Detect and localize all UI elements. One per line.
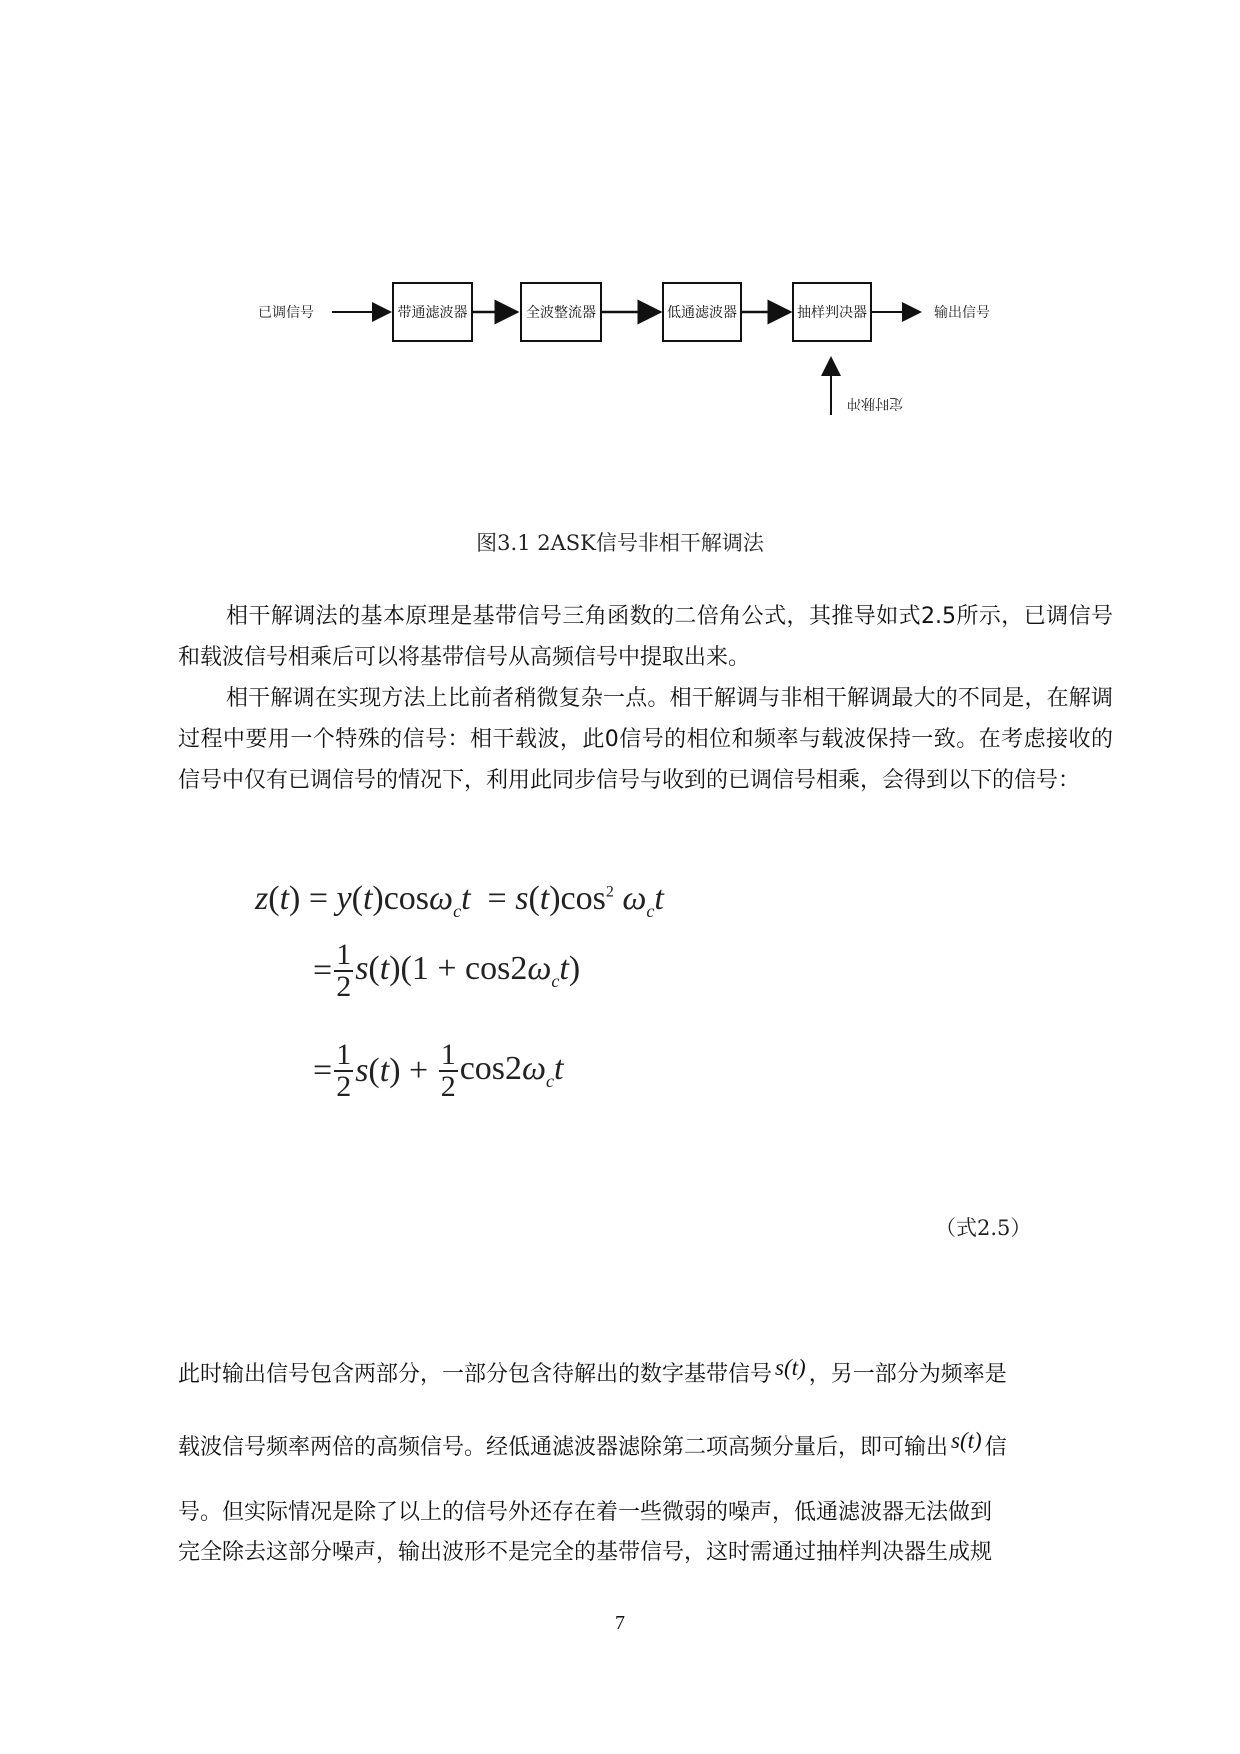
equation-line-3: = $\frac{1}{2}$ s(t) + $\frac{1}{2}$ $\cos 2\omega_ct$ [313,1038,564,1103]
inline-math-s-t: s(t) [951,1428,982,1453]
fraction-half: $\frac{1}{2}$ [336,1038,352,1103]
input-label: 已调信号 [258,305,314,321]
diagram-arrows [240,270,1020,420]
block-sampling-decision: 抽样判决器 [792,282,872,342]
figure-caption: 图3.1 2ASK信号非相干解调法 [476,531,764,555]
paragraph-2: 相干解调在实现方法上比前者稍微复杂一点。相干解调与非相干解调最大的不同是，在解调过程中要用一个特殊的信号：相干载波，此0信号的相位和频率与载波保持一致。在考虑接收的信号中仅有已调信号的情况下，利用此同步信号与收到的已调信号相乘，会得到以下的信号： [178,686,1113,793]
clock-label: 定时脉冲 [847,395,903,411]
p3-line1-start: 此时输出信号包含两部分，一部分包含待解出的数字基带信号 [178,1362,773,1387]
fraction-half: $\frac{1}{2}$ [440,1038,456,1103]
equation-line-1: $z(t) = y(t)\cos\omega_ct = s(t)\cos^2$ $\omega_ct$ [255,880,664,921]
p3-line1-end: ，另一部分为频率是 [808,1362,1007,1387]
equation-line-2: = $\frac{1}{2}$ $s(t)(1 + \cos 2\omega_ct)$ [313,938,581,1003]
p3-line4: 完全除去这部分噪声，输出波形不是完全的基带信号，这时需通过抽样判决器生成规 [178,1540,993,1565]
p3-line2-end: 信 [984,1435,1007,1460]
equation-2-5 [255,880,815,1150]
fraction-half: $\frac{1}{2}$ [336,938,352,1003]
p3-line3: 号。但实际情况是除了以上的信号外还存在着一些微弱的噪声，低通滤波器无法做到 [178,1500,993,1525]
block-bandpass-filter: 带通滤波器 [392,282,473,342]
paragraph-1: 相干解调法的基本原理是基带信号三角函数的二倍角公式，其推导如式2.5所示，已调信号和载波信号相乘后可以将基带信号从高频信号中提取出来。 [178,604,1113,670]
p3-line2-start: 载波信号频率两倍的高频信号。经低通滤波器滤除第二项高频分量后，即可输出 [178,1435,949,1460]
block-lowpass-filter: 低通滤波器 [662,282,742,342]
paragraph-3 [178,1338,1118,1484]
equation-number: （式2.5） [935,1216,1032,1240]
block-full-wave-rectifier: 全波整流器 [520,282,602,342]
block-diagram [240,270,1020,420]
paragraph-3-continued [178,1493,1118,1573]
page-number: 7 [615,1612,625,1634]
inline-math-s-t: s(t) [775,1355,806,1380]
output-label: 输出信号 [934,305,990,321]
